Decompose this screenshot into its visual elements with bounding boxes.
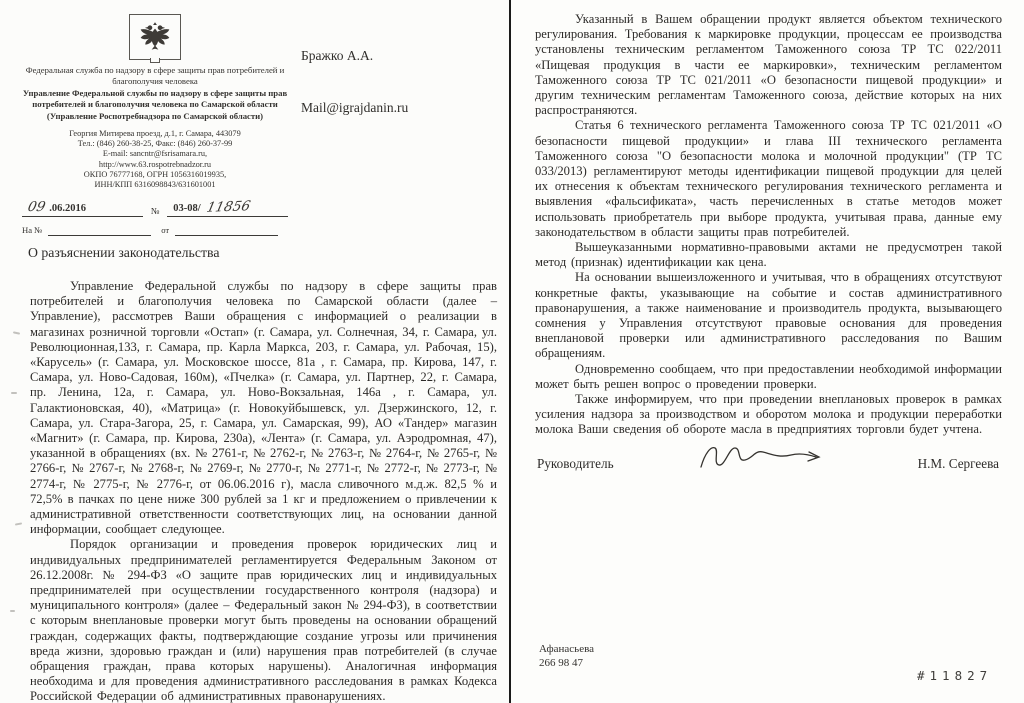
letterhead-contacts [22, 129, 288, 190]
paragraph: Указанный в Вашем обращении продукт является объектом технического регулирования. Требования к маркировке продукции, процессам ее производства установлены техническим регламентом Таможенного союза ТР ТС 022/2011 «Пищевая продукция в части ее маркировки», техническим регламентом Таможенного союза ТР ТС 021/2011 «О безопасности пищевой продукции» и другим техническим регламентам Таможенного союза, действие которых на них распространяются. [535, 12, 1002, 118]
executor-block [539, 642, 594, 670]
ot-label: от [161, 225, 170, 236]
printed-date: .06.2016 [49, 203, 86, 215]
page-2 [511, 0, 1024, 703]
ot-blank [175, 224, 278, 236]
paragraph: Одновременно сообщаем, что при предоставлении необходимой информации может быть решен вопрос о проведении проверки. [535, 361, 1002, 391]
executor-phone: 266 98 47 [539, 657, 583, 669]
letter-body-page-2 [535, 12, 1002, 438]
scan-artifact [11, 392, 17, 394]
paragraph: Управление Федеральной службы по надзору в сфере защиты прав потребителей и благополучия человека по Самарской области (далее – Управление), рассмотрев Ваши обращения с информацией о реализации в магазинах розничной торговли «Остап» (г. Самара, ул. Солнечная, 34, г. Самара, ул. Революционная,133, г. Самара, пр. Карла Маркса, 203, г. Самара, ул. Рабочая, 15), «Карусель» (г. Самара, ул. Московское шоссе, 81а , г. Самара, пр. Кирова, 147, г. Самара, ул. Ново-Садовая, 160м), «Пчелка» (г. Самара, ул. Партнер, 22, г. Самара, пр. Ленина, 12а, г. Самара, ул. Ново-Вокзальная, 146а , г. Самара, ул. Галактионовская, 40), «Матрица» (г. Новокуйбышевск, ул. Дзержинского, 12, г. Самара, ул. Стара-Загора, 25, г. Самара, ул. Самарская, 99), АО «Тандер» магазин «Магнит» (г. Самара, пр. Кирова, 230а), «Лента» (г. Самара, ул. Аэродромная, 47), указанной в обращениях (вх. № 2761-г, № 2762-г, № 2763-г, № 2764-г, № 2765-г, № 2766-г, № 2767-г, № 2768-г, № 2769-г, № 2770-г, № 2771-г, № 2772-г, № 2773-г, № 2774-г, № 2775-г, № 2776-г, от 06.06.2016 г), масла сливочного м.д.ж. 82,5 % и 72,5% в пачках по цене ниже 300 рублей за 1 кг и предложением о привлечении к административной ответственности соответствующих лиц, на основании данной информации, сообщает следующее. [30, 279, 497, 537]
contact-email: E-mail: sancntr@fsrisamara.ru, [102, 149, 208, 159]
na-number-blank [48, 224, 151, 236]
letterhead [22, 12, 288, 236]
outgoing-number-field [167, 199, 288, 217]
contact-phone: Тел.: (846) 260-38-25, Факс: (846) 260-37-99 [77, 139, 233, 149]
scan-artifact [15, 522, 22, 525]
date-field [22, 199, 143, 217]
handwritten-day: 09 [26, 199, 47, 216]
signature-block [537, 456, 999, 472]
letter-body-page-1 [30, 279, 497, 703]
coat-of-arms-box [129, 14, 181, 60]
paragraph: Порядок организации и проведения проверок юридических лиц и индивидуальных предпринимателей регламентируется Федеральным Законом от 26.12.2008г. № 294-ФЗ «О защите прав юридических лиц и индивидуальных предпринимателей при осуществлении государственного контроля (надзора) и муниципального контроля» (далее – Федеральный закон № 294-ФЗ), в соответствии с которым внеплановые проверки могут быть проведены на основании обращений граждан, содержащих факты, подтверждающие создание угрозы или причинения вреда жизни, здоровью граждан и (или) нарушения прав потребителей (в случае обращения граждан, права которых нарушены). Аналогичная информация необходима и для проведения административного расследования в рамках Кодекса Российской Федерации об административных правонарушениях. [30, 537, 497, 703]
scan-artifact [13, 331, 20, 334]
addressee-name: Бражко А.А. [301, 48, 374, 63]
contact-website: http://www.63.rospotrebnadzor.ru [98, 159, 212, 169]
org-service-line: Федеральная служба по надзору в сфере защиты прав потребителей и благополучия человека [25, 65, 285, 86]
executor-name: Афанасьева [539, 643, 595, 655]
paragraph: Статья 6 технического регламента Таможенного союза ТР ТС 021/2011 «О безопасности пищевой продукции» и глава III технического регламента Таможенного союза "О безопасности молока и молочной продукции" (ТР ТС 033/2013) регламентируют методы идентификации пищевой продукции для целей их отнесения к объектам технического регулирования технического регламента и выявления «фальсификата», часть перечисленных в статье методов может использовать приобретатель при выборе продукта, учитывая права, данные ему законодательством в области защиты прав потребителей. [535, 118, 1002, 239]
na-number-label: На № [22, 225, 43, 236]
printed-number-prefix: 03-08/ [173, 203, 201, 215]
addressee-block [301, 48, 408, 116]
addressee-email: Mail@igrajdanin.ru [301, 100, 409, 115]
scan-artifact [10, 610, 15, 612]
paragraph: Также информируем, что при проведении внеплановых проверок в рамках усиления надзора за производством и оборотом молока и продукции переработки молока Ваши сведения об обороте масла в предприятиях торговли будет учтена. [535, 392, 1002, 437]
page-1 [0, 0, 509, 703]
contact-address: Георгия Митирева проезд, д.1, г. Самара, 443079 [69, 128, 241, 138]
number-sign-label: № [150, 206, 160, 217]
signer-title: Руководитель [537, 456, 614, 471]
reference-row [22, 224, 288, 236]
handwritten-number: 11856 [204, 198, 252, 216]
paragraph: Вышеуказанными нормативно-правовыми актами не предусмотрен такой метод (признак) идентификации как цена. [535, 240, 1002, 270]
org-short-name: (Управление Роспотребнадзора по Самарской области) [46, 111, 264, 122]
org-office-line: Управление Федеральной службы по надзору в сфере защиты прав потребителей и благополучия человека по Самарской области [22, 88, 288, 109]
contact-okpo-ogrn: ОКПО 76777168, ОГРН 1056316019935, [83, 169, 227, 179]
registration-stamp-number: #11827 [917, 668, 993, 683]
contact-inn-kpp: ИНН/КПП 6316098843/631601001 [94, 179, 216, 189]
handwritten-signature [695, 440, 825, 476]
date-number-row [22, 199, 288, 217]
double-headed-eagle-icon [138, 21, 172, 53]
paragraph: На основании вышеизложенного и учитывая, что в обращениях отсутствуют конкретные факты, указывающие на событие и состав административного правонарушения, а также наименование и производитель продукта, вызывающего сомнения у Управления отсутствуют правовые основания для проведения внеплановой проверки или административного расследования по Вашим обращениям. [535, 270, 1002, 361]
subject-line: О разъяснении законодательства [28, 245, 220, 260]
signer-name: Н.М. Сергеева [917, 456, 999, 471]
